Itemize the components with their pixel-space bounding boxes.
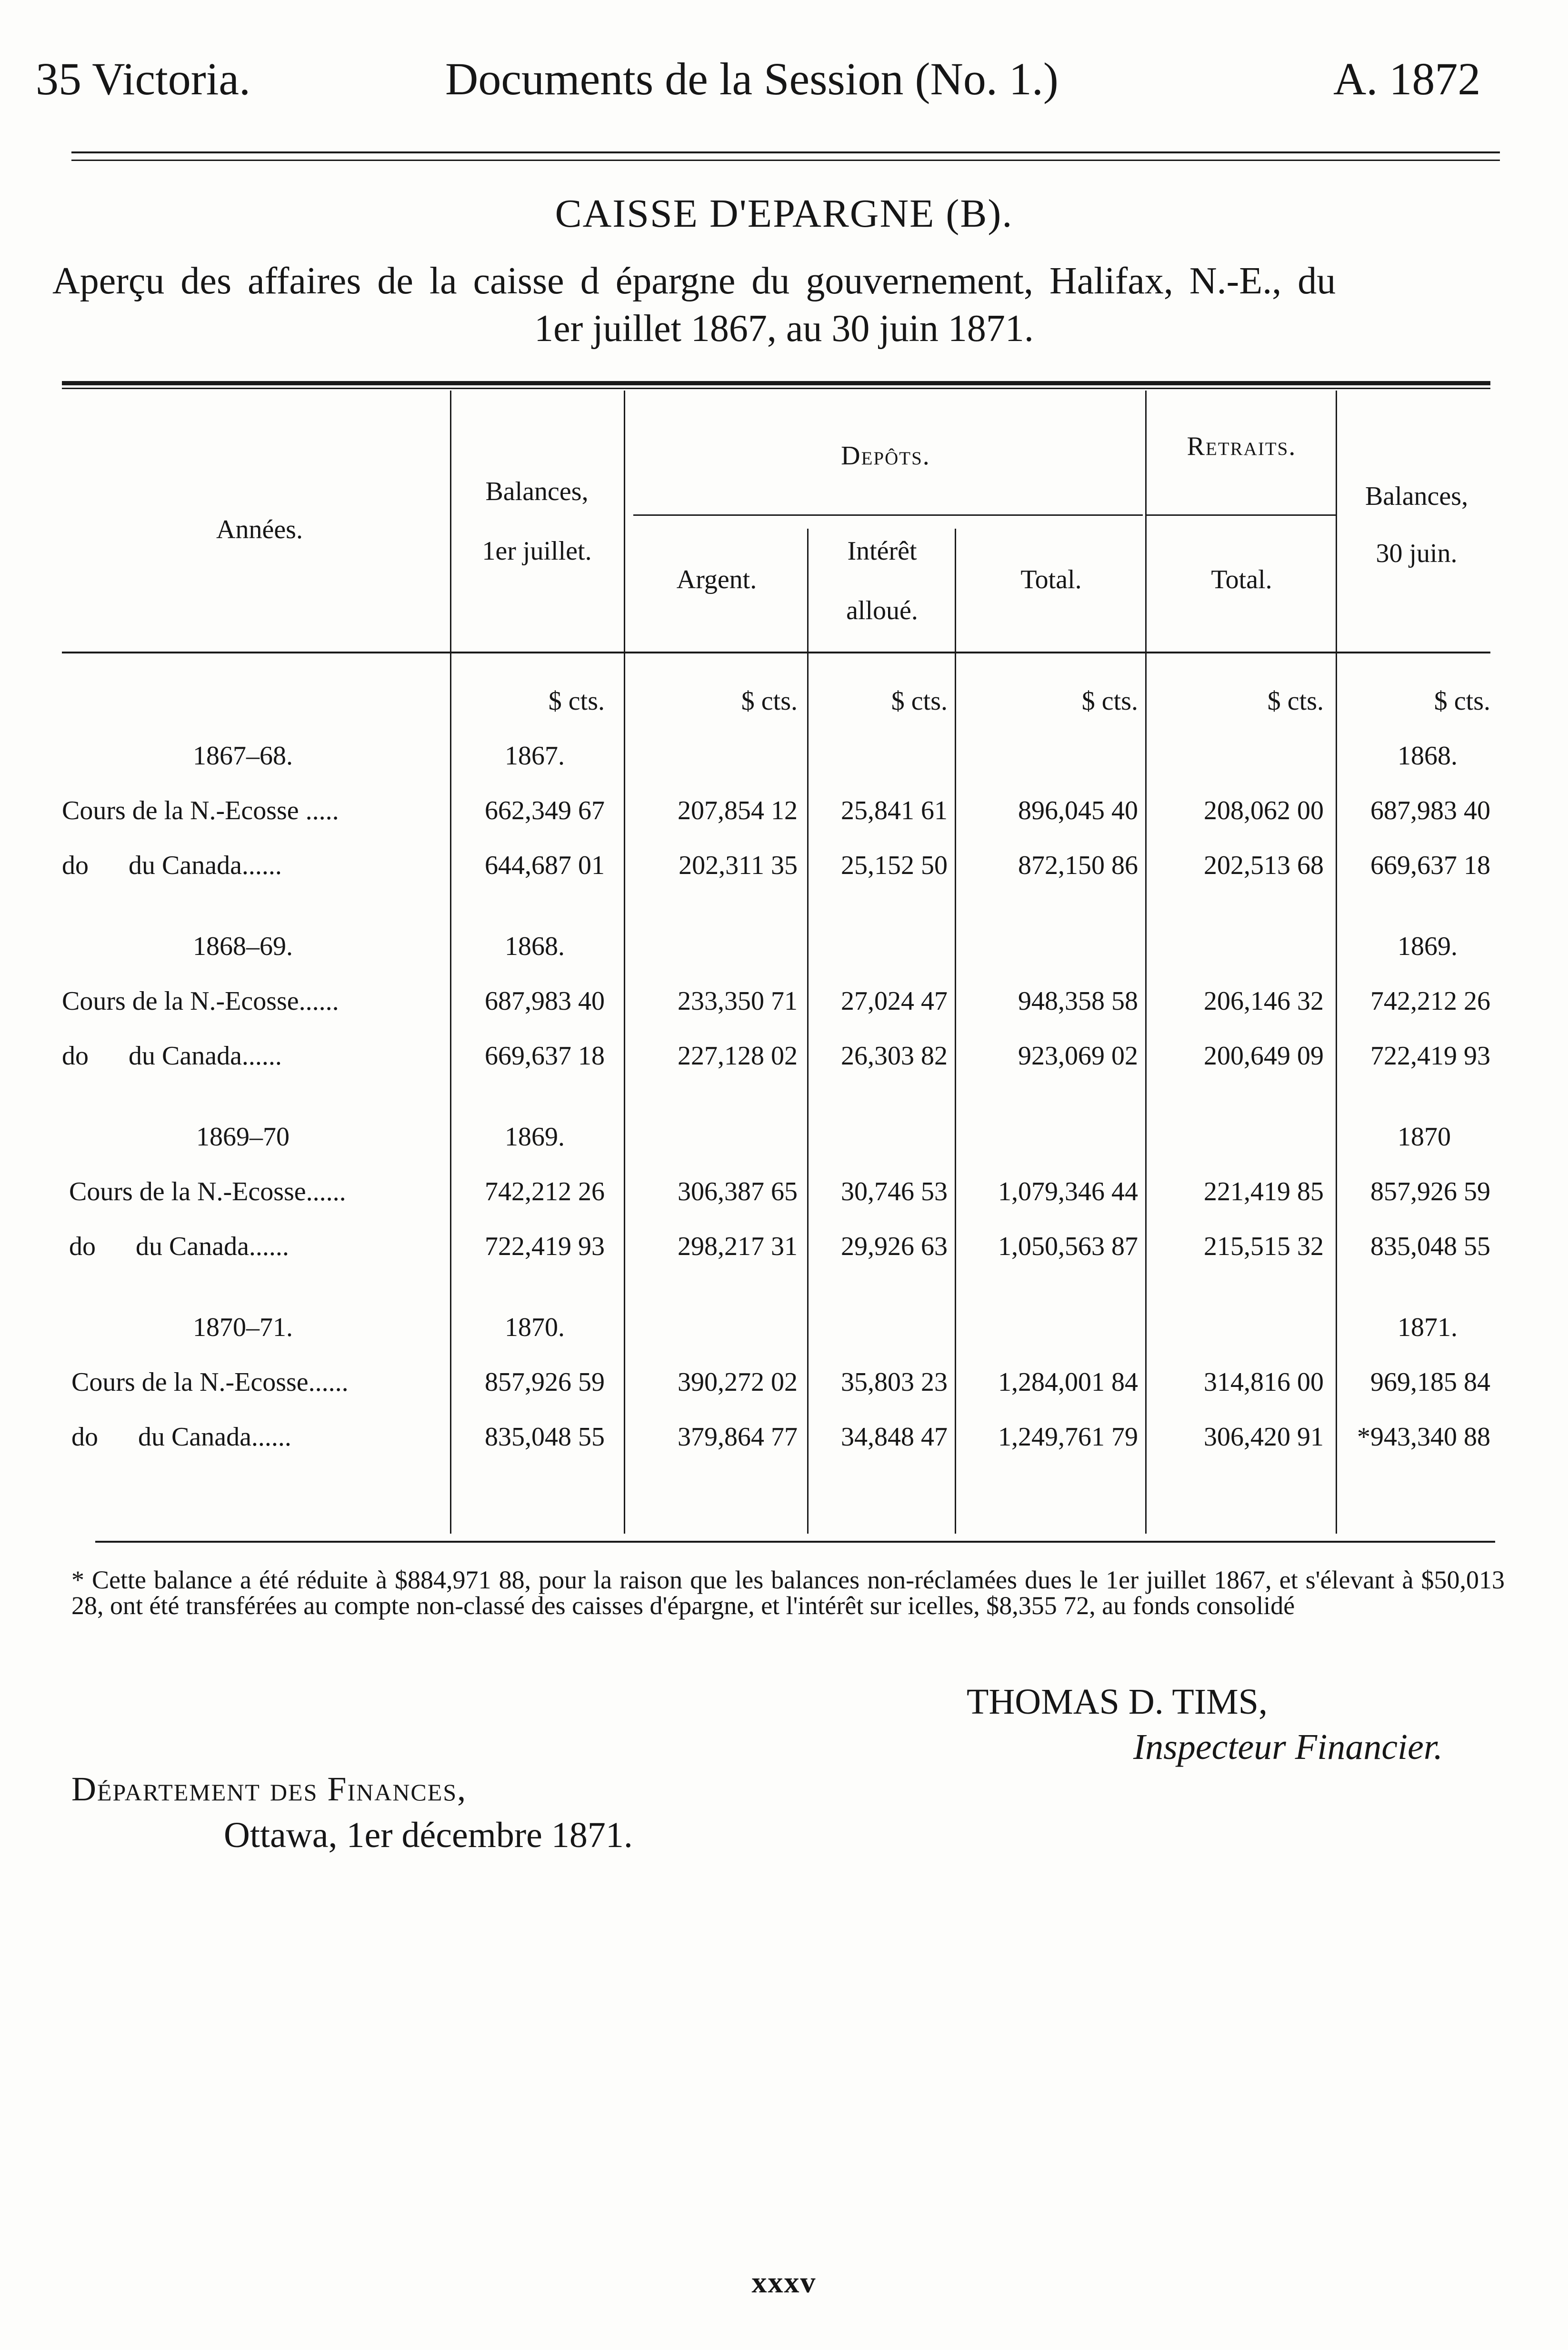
table-cell: 969,185 84: [1370, 1367, 1490, 1397]
header-left: 35 Victoria.: [36, 53, 251, 104]
table-cell: 215,515 32: [1204, 1232, 1324, 1261]
col-rule-2: [624, 391, 625, 1534]
signature-title: Inspecteur Financier.: [1133, 1727, 1443, 1767]
table-cell: 306,420 91: [1204, 1422, 1324, 1452]
table-cell: 722,419 93: [1370, 1041, 1490, 1071]
table-cell: 26,303 82: [841, 1041, 948, 1071]
table-cell: 896,045 40: [1018, 796, 1138, 825]
table-cell: 29,926 63: [841, 1232, 948, 1261]
unit-total: $ cts.: [1081, 686, 1138, 716]
unit-interet: $ cts.: [891, 686, 948, 716]
table-cell: 1,050,563 87: [998, 1232, 1138, 1261]
table-cell: 202,311 35: [679, 851, 798, 880]
table-cell: 25,152 50: [841, 851, 948, 880]
table-cell: 298,217 31: [678, 1232, 798, 1261]
table-cell: *943,340 88: [1357, 1422, 1490, 1452]
col-rule-5: [1145, 391, 1147, 1534]
table-row-label: do du Canada......: [71, 1422, 291, 1452]
period-end-year: 1869.: [1398, 932, 1458, 961]
page-number: xxxv: [751, 2265, 817, 2299]
table-cell: 835,048 55: [485, 1422, 605, 1452]
table-cell: 722,419 93: [485, 1232, 605, 1261]
col-header-retraits-total: Total.: [1211, 565, 1272, 594]
header-rule-top: [71, 151, 1500, 153]
period-label: 1868–69.: [193, 932, 293, 961]
table-cell: 923,069 02: [1018, 1041, 1138, 1071]
period-start-year: 1868.: [505, 932, 565, 961]
table-row-label: do du Canada......: [62, 851, 282, 880]
col-header-interet-1: Intérêt: [847, 536, 917, 566]
header-right: A. 1872: [1333, 53, 1481, 104]
period-label: 1870–71.: [193, 1313, 293, 1342]
period-start-year: 1870.: [505, 1313, 565, 1342]
table-row-label: Cours de la N.-Ecosse......: [62, 986, 339, 1016]
col-rule-6: [1336, 391, 1337, 1534]
table-cell: 379,864 77: [678, 1422, 798, 1452]
depots-underline: [633, 514, 1143, 516]
table-cell: 948,358 58: [1018, 986, 1138, 1016]
table-row-label: Cours de la N.-Ecosse .....: [62, 796, 339, 825]
table-cell: 1,249,761 79: [998, 1422, 1138, 1452]
header-rule-bottom: [71, 160, 1500, 161]
table-cell: 1,079,346 44: [998, 1177, 1138, 1206]
table-cell: 1,284,001 84: [998, 1367, 1138, 1397]
col-rule-3: [807, 529, 809, 1534]
table-row-label: do du Canada......: [69, 1232, 289, 1261]
table-cell: 27,024 47: [841, 986, 948, 1016]
table-cell: 669,637 18: [1370, 851, 1490, 880]
table-row-label: Cours de la N.-Ecosse......: [69, 1177, 346, 1206]
table-cell: 835,048 55: [1370, 1232, 1490, 1261]
table-cell: 742,212 26: [485, 1177, 605, 1206]
table-cell: 221,419 85: [1204, 1177, 1324, 1206]
table-cell: 687,983 40: [485, 986, 605, 1016]
table-cell: 872,150 86: [1018, 851, 1138, 880]
table-cell: 34,848 47: [841, 1422, 948, 1452]
unit-balances-end: $ cts.: [1434, 686, 1490, 716]
col-header-balances-end-1: Balances,: [1365, 482, 1468, 511]
table-cell: 206,146 32: [1204, 986, 1324, 1016]
signature-name: THOMAS D. TIMS,: [967, 1682, 1268, 1722]
table-row-label: do du Canada......: [62, 1041, 282, 1071]
col-header-interet-2: alloué.: [846, 596, 918, 625]
subtitle-line-2: 1er juillet 1867, au 30 juin 1871.: [534, 308, 1034, 350]
period-start-year: 1867.: [505, 741, 565, 771]
table-cell: 669,637 18: [485, 1041, 605, 1071]
col-rule-1: [450, 391, 451, 1534]
table-cell: 30,746 53: [841, 1177, 948, 1206]
period-label: 1869–70: [196, 1122, 290, 1152]
col-header-annees: Années.: [216, 515, 303, 544]
table-cell: 314,816 00: [1204, 1367, 1324, 1397]
col-rule-4: [955, 529, 956, 1534]
table-cell: 208,062 00: [1204, 796, 1324, 825]
table-row-label: Cours de la N.-Ecosse......: [71, 1367, 349, 1397]
table-cell: 227,128 02: [678, 1041, 798, 1071]
table-cell: 390,272 02: [678, 1367, 798, 1397]
department-place-date: Ottawa, 1er décembre 1871.: [224, 1815, 633, 1855]
period-end-year: 1868.: [1398, 741, 1458, 771]
footnote: * Cette balance a été réduite à $884,971 88, pour la raison que les balances non-réclamées dues le 1er juillet 1867, et s'élevant à $50,013 28, ont été transférées au compte non-classé des caisses d'épargne, et l'intérêt sur icelles, $8,355 72, au fonds consolidé: [71, 1566, 1505, 1620]
header-center: Documents de la Session (No. 1.): [445, 53, 1059, 104]
table-cell: 25,841 61: [841, 796, 948, 825]
table-cell: 200,649 09: [1204, 1041, 1324, 1071]
period-end-year: 1870: [1398, 1122, 1451, 1152]
table-top-rule-thin: [62, 388, 1490, 389]
table-cell: 207,854 12: [678, 796, 798, 825]
table-cell: 662,349 67: [485, 796, 605, 825]
unit-retraits: $ cts.: [1267, 686, 1324, 716]
col-header-retraits: Retraits.: [1187, 432, 1297, 461]
subtitle-line-1: Aperçu des affaires de la caisse d épargne du gouvernement, Halifax, N.-E., du: [52, 260, 1336, 302]
table-cell: 306,387 65: [678, 1177, 798, 1206]
document-title: CAISSE D'EPARGNE (B).: [555, 191, 1013, 236]
table-header-rule: [62, 652, 1490, 653]
col-header-balances-start-1: Balances,: [485, 477, 589, 506]
table-cell: 233,350 71: [678, 986, 798, 1016]
department-name: Département des Finances,: [71, 1770, 467, 1808]
period-end-year: 1871.: [1398, 1313, 1458, 1342]
col-header-argent: Argent.: [676, 565, 757, 594]
period-start-year: 1869.: [505, 1122, 565, 1152]
table-cell: 35,803 23: [841, 1367, 948, 1397]
retraits-underline: [1145, 514, 1336, 516]
table-cell: 202,513 68: [1204, 851, 1324, 880]
table-cell: 857,926 59: [485, 1367, 605, 1397]
col-header-total: Total.: [1020, 565, 1082, 594]
table-top-rule: [62, 381, 1490, 385]
col-header-balances-end-2: 30 juin.: [1376, 539, 1458, 568]
table-cell: 857,926 59: [1370, 1177, 1490, 1206]
unit-argent: $ cts.: [741, 686, 798, 716]
period-label: 1867–68.: [193, 741, 293, 771]
col-header-balances-start-2: 1er juillet.: [482, 536, 592, 566]
table-cell: 644,687 01: [485, 851, 605, 880]
table-cell: 687,983 40: [1370, 796, 1490, 825]
table-bottom-rule: [95, 1541, 1495, 1543]
col-header-depots: Depôts.: [841, 441, 930, 471]
table-cell: 742,212 26: [1370, 986, 1490, 1016]
unit-balances-start: $ cts.: [548, 686, 605, 716]
